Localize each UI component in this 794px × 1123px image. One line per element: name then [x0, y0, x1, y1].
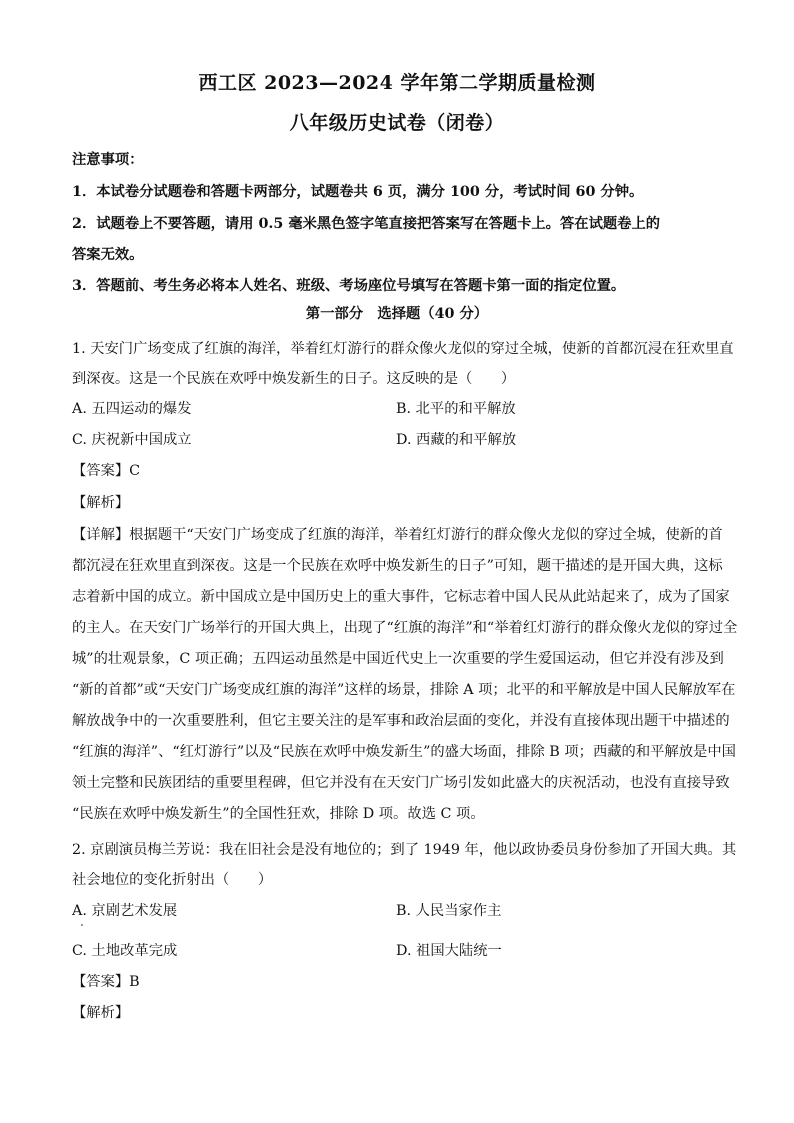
note-item-2-cont: 答案无效。: [72, 247, 144, 263]
q1-option-b: B. 北平的和平解放: [396, 401, 516, 417]
q1-stem: 1. 天安门广场变成了红旗的海洋，举着红灯游行的群众像火龙似的穿过全城，使新的首都沉浸在狂欢里直: [72, 341, 734, 357]
exam-title: 西工区 2023—2024 学年第二学期质量检测: [198, 72, 596, 94]
q1-option-c: C. 庆祝新中国成立: [72, 432, 192, 448]
q2-option-a: A. 京剧艺术发展: [72, 903, 178, 919]
notes-heading: 注意事项：: [72, 152, 144, 168]
q1-analysis-label: 【解析】: [72, 495, 130, 511]
q1-detail-line: “民族在欢呼中焕发新生”的全国性狂欢，排除 D 项。故选 C 项。: [72, 806, 485, 822]
q1-answer: 【答案】C: [72, 463, 141, 479]
q1-detail-line: 【详解】根据题干“天安门广场变成了红旗的海洋，举着红灯游行的群众像火龙似的穿过全城，使新的首: [72, 527, 723, 543]
note-item-2: 2．试题卷上不要答题，请用 0.5 毫米黑色签字笔直接把答案写在答题卡上。答在试题卷上的: [72, 216, 661, 232]
q1-detail-line: 志着新中国的成立。新中国成立是中国历史上的重大事件，它标志着中国人民从此站起来了，成为了国家: [72, 589, 730, 605]
q1-detail-line: “红旗的海洋”、“红灯游行”以及“民族在欢呼中焕发新生”的盛大场面，排除 B 项；西藏的和平解放是中国: [72, 744, 736, 760]
stray-dot: [81, 924, 83, 926]
q1-detail-line: 领土完整和民族团结的重要里程碑，但它并没有在天安门广场引发如此盛大的庆祝活动，也没有直接导致: [72, 775, 730, 791]
q1-stem-cont: 到深夜。这是一个民族在欢呼中焕发新生的日子。这反映的是（ ）: [72, 371, 516, 387]
q2-stem: 2. 京剧演员梅兰芳说：我在旧社会是没有地位的；到了 1949 年，他以政协委员身份参加了开国大典。其: [72, 842, 737, 858]
q1-option-d: D. 西藏的和平解放: [396, 432, 517, 448]
note-item-1: 1．本试卷分试题卷和答题卡两部分，试题卷共 6 页，满分 100 分，考试时间 60 分钟。: [72, 184, 644, 200]
q1-detail-line: 城”的壮观景象，C 项正确；五四运动虽然是中国近代史上一次重要的学生爱国运动，但它并没有涉及到: [72, 651, 724, 667]
note-item-3: 3．答题前、考生务必将本人姓名、班级、考场座位号填写在答题卡第一面的指定位置。: [72, 278, 626, 294]
q1-detail-line: 的主人。在天安门广场举行的开国大典上，出现了“红旗的海洋”和“举着红灯游行的群众像火龙似的穿过全: [72, 620, 738, 636]
q1-detail-line: 都沉浸在狂欢里直到深夜。这是一个民族在欢呼中焕发新生的日子”可知，题干描述的是开国大典，这标: [72, 558, 723, 574]
section-title: 第一部分 选择题（40 分）: [305, 306, 489, 322]
q1-detail-line: “新的首都”或“天安门广场变成红旗的海洋”这样的场景，排除 A 项；北平的和平解放是中国人民解放军在: [72, 682, 736, 698]
q2-option-b: B. 人民当家作主: [396, 903, 502, 919]
q1-option-a: A. 五四运动的爆发: [72, 401, 192, 417]
q2-option-c: C. 土地改革完成: [72, 943, 178, 959]
q2-option-d: D. 祖国大陆统一: [396, 943, 502, 959]
q2-answer: 【答案】B: [72, 974, 140, 990]
q2-stem-cont: 社会地位的变化折射出（ ）: [72, 872, 273, 888]
exam-subtitle: 八年级历史试卷（闭卷）: [289, 112, 505, 134]
q2-analysis-label: 【解析】: [72, 1005, 130, 1021]
q1-detail-line: 解放战争中的一次重要胜利，但它主要关注的是军事和政治层面的变化，并没有直接体现出题干中描述的: [72, 713, 730, 729]
